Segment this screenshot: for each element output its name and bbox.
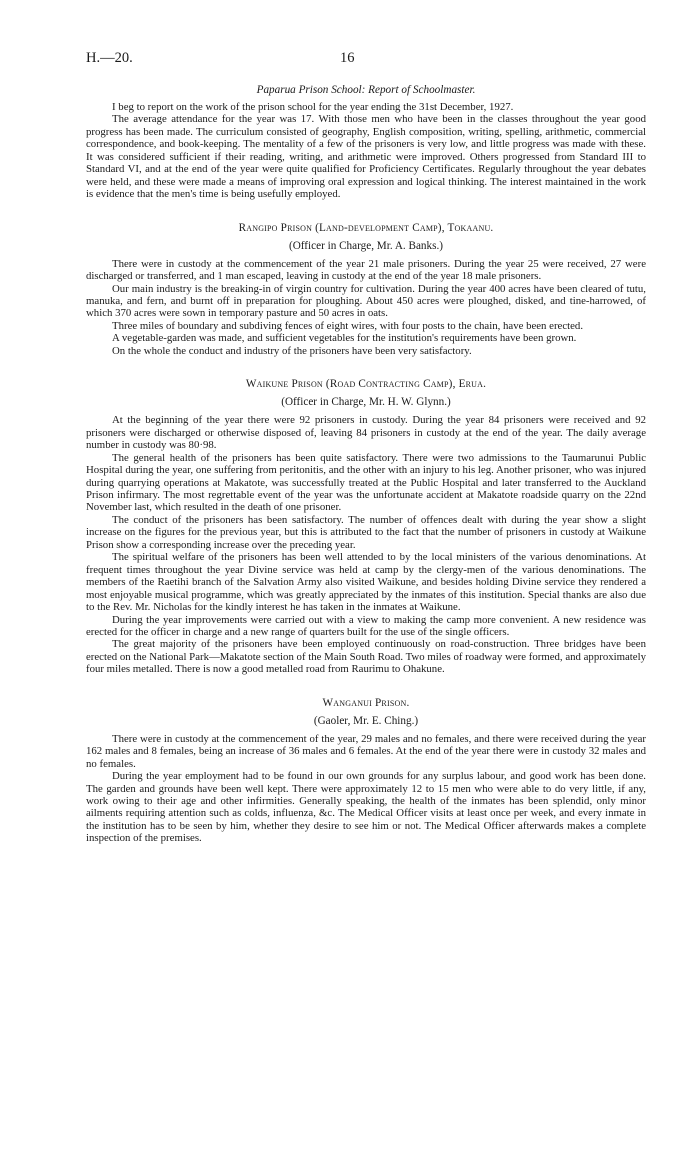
waikune-paragraph: The spiritual welfare of the prisoners has been well attended to by the local ministers of the various denominations. At frequent times throughout the year Divine service was held at camp by the clergy-men of the various denominations. The members of the Raetihi branch of the Salvation Army also visited Waikune, and besides holding Divine service they rendered a most enjoyable musical programme, which was greatly appreciated by the inmates of this institution. Special thanks are also due to the Rev. Mr. Nicholas for the kindly interest he has taken in the inmates at Waikune. [86,551,646,614]
rangipo-paragraph: Three miles of boundary and subdiving fences of eight wires, with four posts to the chain, have been erected. [112,319,584,332]
waikune-paragraph: During the year improvements were carried out with a view to making the camp more convenient. A new residence was erected for the officer in charge and a new range of quarters built for the use of the single officers. [86,613,646,638]
school-report-title: Paparua Prison School: Report of Schoolmaster. [256,84,476,96]
school-paragraph: I beg to report on the work of the prison school for the year ending the 31st December, 1927. [112,101,514,113]
school-report-section [86,83,646,201]
waikune-paragraph: The conduct of the prisoners has been satisfactory. The number of offences dealt with during the year show a slight increase on the figures for the previous year, but this is attributed to the fact that the number of prisoners in custody at Waikune Prison show a corresponding increase over the preceding year. [86,513,646,551]
rangipo-heading: Rangipo Prison (Land-development Camp), Tokaanu. [238,221,494,234]
wanganui-gaoler: (Gaoler, Mr. E. Ching.) [313,714,419,727]
waikune-paragraph: At the beginning of the year there were 92 prisoners in custody. During the year 84 prisoners were received and 92 prisoners were discharged or otherwise disposed of, leaving 84 prisoners in custody at the end of the year. The daily average number in custody was 80·98. [86,414,646,452]
page-header [86,50,646,68]
wanganui-paragraph: There were in custody at the commencement of the year, 29 males and no females, and there were received during the year 162 males and 8 females, being an increase of 36 males and 6 females. At the end of the year there were in custody 32 males and no females. [86,732,646,770]
waikune-heading: Waikune Prison (Road Contracting Camp), Erua. [245,378,487,391]
wanganui-paragraph: During the year employment had to be found in our own grounds for any surplus labour, and good work has been done. The garden and grounds have been well kept. There were approximately 12 to 15 men who were able to do very little, if any, work owing to their age and other infirmities. Generally speaking, the health of the inmates has been splendid, only minor ailments requiring attention such as colds, influenza, &c. The Medical Officer visits at least once per week, and every inmate in the institution has to be seen by him, whether they desire to see him or not. The Medical Officer afterwards makes a complete inspection of the premises. [86,770,646,845]
wanganui-heading: Wanganui Prison. [322,696,410,709]
parliamentary-paper-reference: H.—20. [86,50,133,66]
rangipo-section [86,221,646,358]
page-number: 16 [340,50,355,66]
rangipo-paragraph: A vegetable-garden was made, and sufficient vegetables for the institution's requirements have been grown. [112,332,577,345]
waikune-paragraph: The great majority of the prisoners have been employed continuously on road-construction. Three bridges have been erected on the National Park—Makatote section of the Main South Road. Two miles of roadway were formed, and approximately four miles metalled. There is now a good metalled road from Raurimu to Ohakune. [86,638,646,676]
school-paragraph: The average attendance for the year was 17. With those men who have been in the classes throughout the year good progress has been made. The curriculum consisted of geography, English composition, writing, spelling, arithmetic, commercial correspondence, and book-keeping. The mentality of a few of the prisoners is very low, and little progress was made with these. It was considered sufficient if their reading, writing, and arithmetic were improved. Others progressed from Standard III to Standard VI, and at the end of the year were quite qualified for Proficiency Certificates. Regularly throughout the year debates were held, and these were made a means of improving oral expression and logical thinking. The interest maintained in the work is evidence that the men's time is being usefully employed. [86,113,646,201]
waikune-paragraph: The general health of the prisoners has been quite satisfactory. There were two admissions to the Taumarunui Public Hospital during the year, one suffering from peritonitis, and the other with an injury to his leg. Another prisoner, who was injured during quarrying operations at Makatote, was successfully treated at the Public Hospital and later transferred to the Auckland Prison infirmary. The most regrettable event of the year was the unfortunate accident at Makatote roadside quarry on the 22nd November last, which resulted in the death of one prisoner. [86,451,646,514]
rangipo-paragraph: On the whole the conduct and industry of the prisoners have been very satisfactory. [112,344,472,357]
rangipo-officer: (Officer in Charge, Mr. A. Banks.) [288,239,443,252]
waikune-officer: (Officer in Charge, Mr. H. W. Glynn.) [281,396,451,409]
rangipo-paragraph: Our main industry is the breaking-in of virgin country for cultivation. During the year 400 acres have been cleared of tutu, manuka, and fern, and burnt off in preparation for ploughing. About 450 acres were ploughed, disked, and tine-harrowed, of which 370 acres were sown in temporary pasture and 50 acres in oats. [86,282,646,320]
wanganui-section [86,696,646,845]
waikune-section [86,377,646,676]
report-page [86,50,646,845]
rangipo-paragraph: There were in custody at the commencement of the year 21 male prisoners. During the year 25 were received, 27 were discharged or transferred, and 1 man escaped, leaving in custody at the end of the year 18 male prisoners. [86,257,646,283]
